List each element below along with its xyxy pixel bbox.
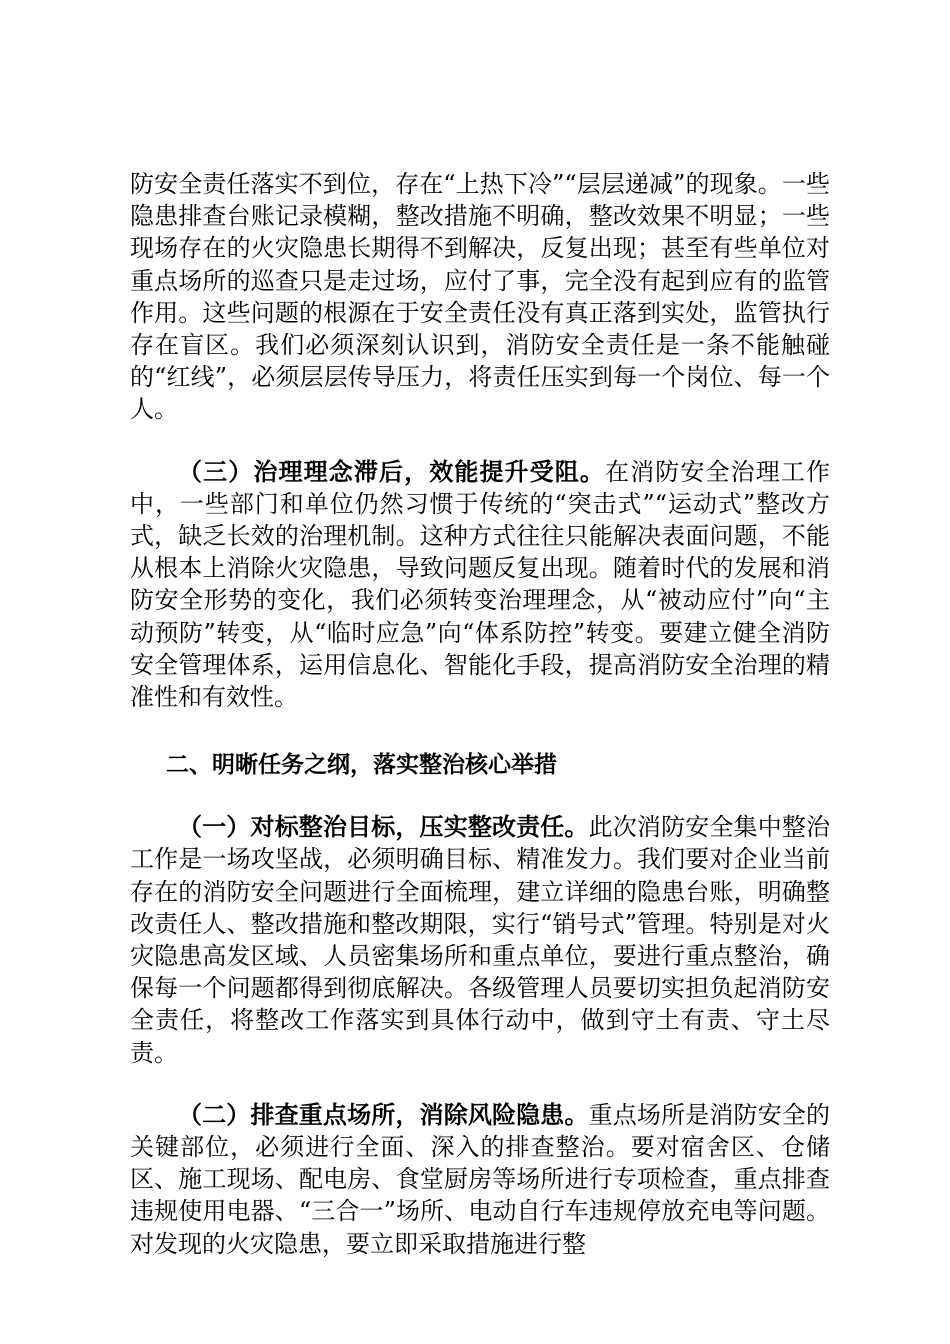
paragraph-lead: （一）对标整治目标，压实整改责任。 (178, 813, 589, 842)
paragraph-lead: （二）排查重点场所，消除风险隐患。 (178, 1100, 589, 1129)
document-body (130, 168, 830, 1260)
paragraph-text: 防安全责任落实不到位，存在“上热下冷”“层层递减”的现象。一些隐患排查台账记录模糊，整改措施不明确，整改效果不明显；一些现场存在的火灾隐患长期得不到解决，反复出现；甚至有些单位对重点场所的巡查只是走过场，应付了事，完全没有起到应有的监管作用。这些问题的根源在于安全责任没有真正落到实处，监管执行存在盲区。我们必须深刻认识到，消防安全责任是一条不能触碰的“红线”，必须层层传导压力，将责任压实到每一个岗位、每一个人。 (130, 170, 830, 424)
paragraph-section-1 (130, 811, 830, 1069)
paragraph-lead: （三）治理理念滞后，效能提升受阻。 (178, 457, 606, 486)
paragraph-section-2 (130, 1099, 830, 1260)
paragraph-text: 此次消防安全集中整治工作是一场攻坚战，必须明确目标、精准发力。我们要对企业当前存在的消防安全问题进行全面梳理，建立详细的隐患台账，明确整改责任人、整改措施和整改期限，实行“销号式”管理。特别是对火灾隐患高发区域、人员密集场所和重点单位，要进行重点整治，确保每一个问题都得到彻底解决。各级管理人员要切实担负起消防安全责任，将整改工作落实到具体行动中，做到守土有责、守土尽责。 (130, 813, 831, 1067)
paragraph-continuation (130, 168, 830, 426)
paragraph-text: 在消防安全治理工作中，一些部门和单位仍然习惯于传统的“突击式”“运动式”整改方式，缺乏长效的治理机制。这种方式往往只能解决表面问题，不能从根本上消除火灾隐患，导致问题反复出现。随着时代的发展和消防安全形势的变化，我们必须转变治理理念，从“被动应付”向“主动预防”转变，从“临时应急”向“体系防控”转变。要建立健全消防安全管理体系，运用信息化、智能化手段，提高消防安全治理的精准性和有效性。 (130, 457, 831, 712)
section-heading: 二、明晰任务之纲，落实整治核心举措 (166, 752, 557, 779)
paragraph-section-3 (130, 456, 830, 714)
paragraph-text: 重点场所是消防安全的关键部位，必须进行全面、深入的排查整治。要对宿舍区、仓储区、施工现场、配电房、食堂厨房等场所进行专项检查，重点排查违规使用电器、“三合一”场所、电动自行车违规停放充电等问题。对发现的火灾隐患，要立即采取措施进行整 (130, 1100, 831, 1258)
